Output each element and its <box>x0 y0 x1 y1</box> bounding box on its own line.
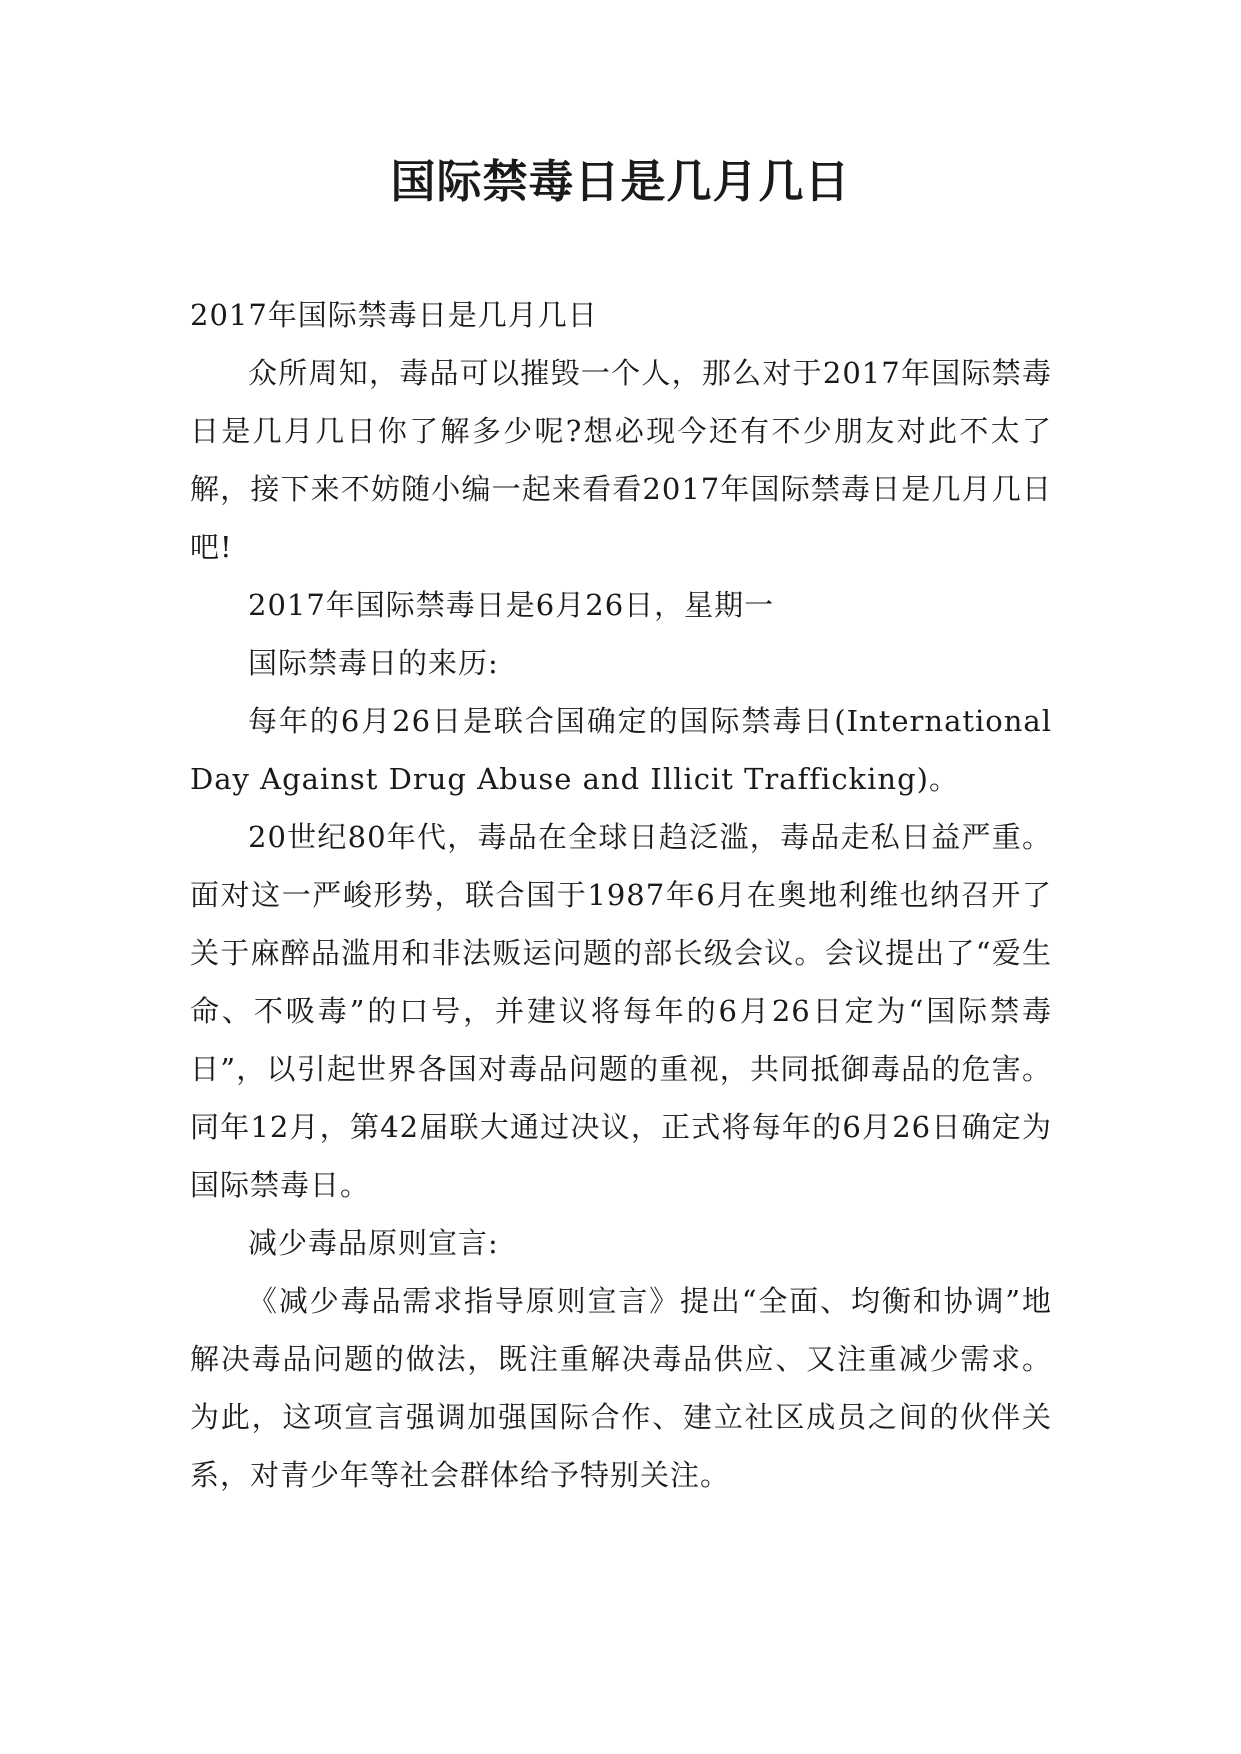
intro-paragraph: 众所周知，毒品可以摧毁一个人，那么对于2017年国际禁毒日是几月几日你了解多少呢?想必现今还有不少朋友对此不太了解，接下来不妨随小编一起来看看2017年国际禁毒日是几月几日吧! <box>190 356 1052 564</box>
document-title: 国际禁毒日是几月几日 <box>390 155 851 208</box>
declaration-heading: 减少毒品原则宣言: <box>248 1226 499 1260</box>
subtitle-paragraph: 2017年国际禁毒日是几月几日 <box>190 298 598 332</box>
document-body <box>190 286 1052 1504</box>
definition-paragraph: 每年的6月26日是联合国确定的国际禁毒日(International Day Against Drug Abuse and Illicit Trafficking)。 <box>190 704 1052 796</box>
declaration-paragraph: 《减少毒品需求指导原则宣言》提出“全面、均衡和协调”地解决毒品问题的做法，既注重解决毒品供应、又注重减少需求。为此，这项宣言强调加强国际合作、建立社区成员之间的伙伴关系，对青少年等社会群体给予特别关注。 <box>190 1284 1052 1492</box>
date-paragraph: 2017年国际禁毒日是6月26日，星期一 <box>248 588 775 622</box>
origin-heading: 国际禁毒日的来历: <box>248 646 499 680</box>
history-paragraph: 20世纪80年代，毒品在全球日趋泛滥，毒品走私日益严重。面对这一严峻形势，联合国于1987年6月在奥地利维也纳召开了关于麻醉品滥用和非法贩运问题的部长级会议。会议提出了“爱生命、不吸毒”的口号，并建议将每年的6月26日定为“国际禁毒日”，以引起世界各国对毒品问题的重视，共同抵御毒品的危害。同年12月，第42届联大通过决议，正式将每年的6月26日确定为国际禁毒日。 <box>190 820 1052 1202</box>
